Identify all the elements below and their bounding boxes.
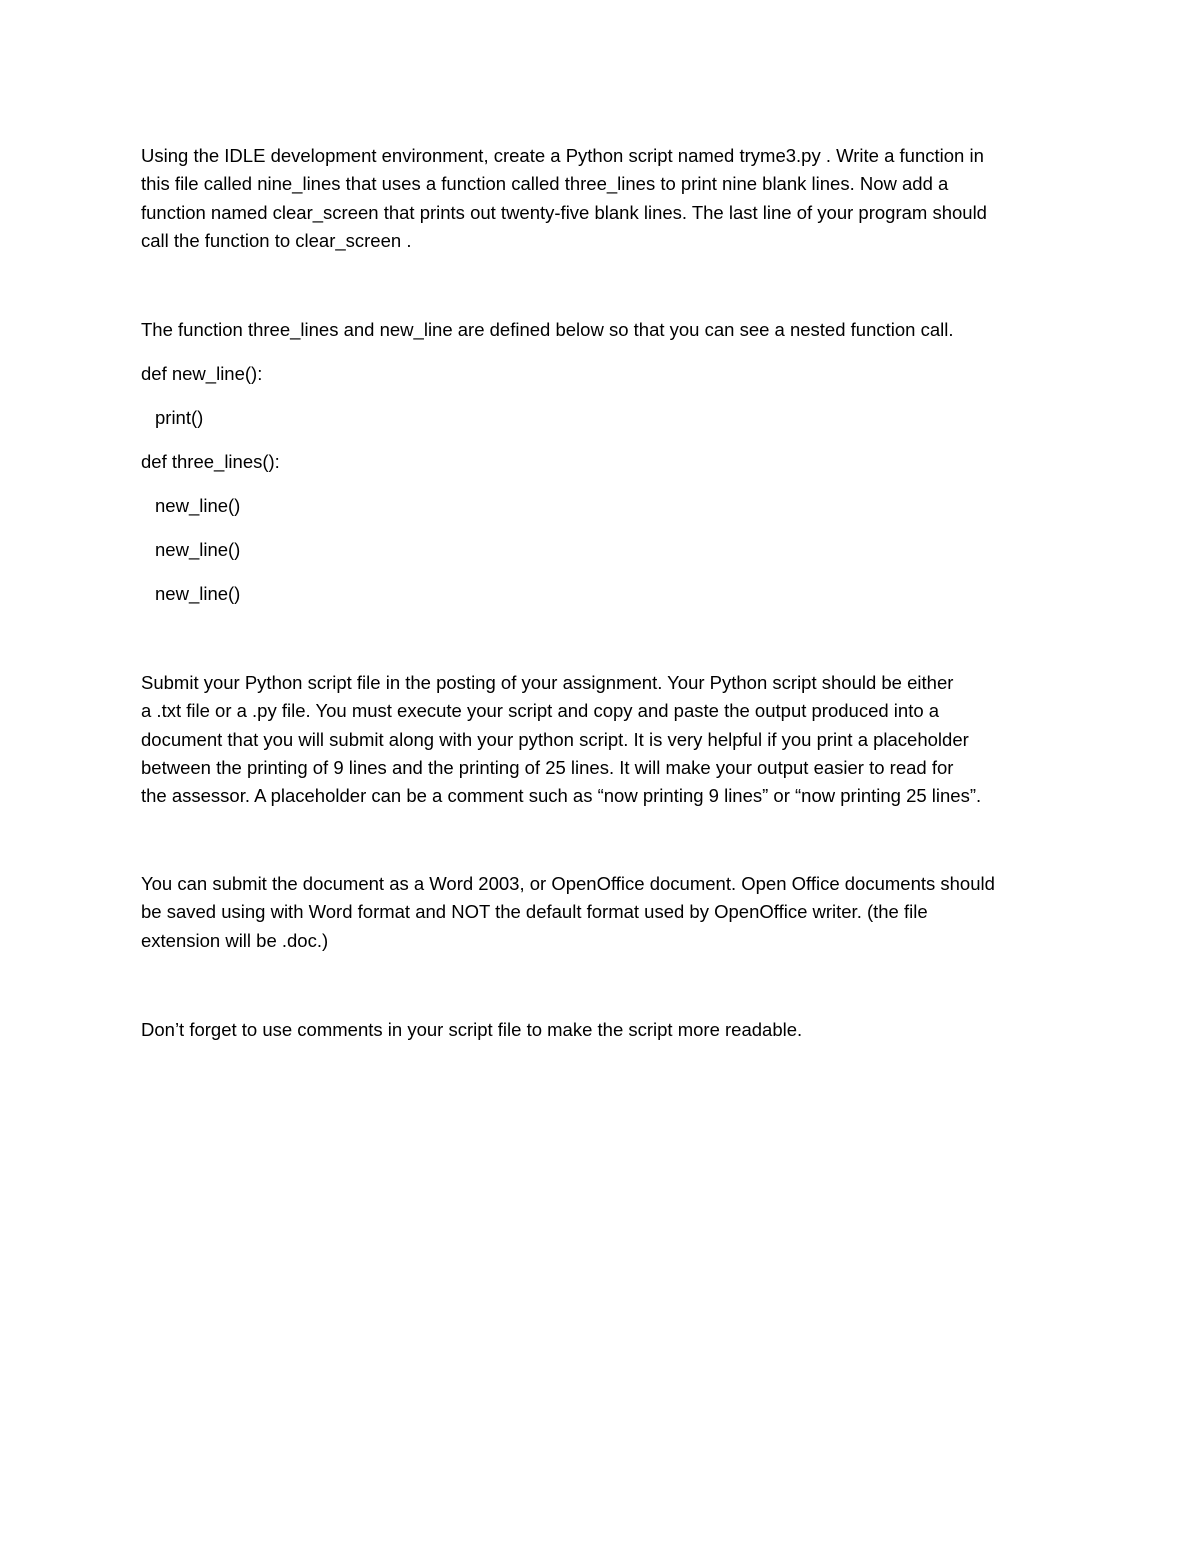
text-line: Don’t forget to use comments in your script file to make the script more readable.	[141, 1019, 803, 1040]
text-line: between the printing of 9 lines and the printing of 25 lines. It will make your output easier to read for	[141, 756, 954, 778]
text-line: be saved using with Word format and NOT the default format used by OpenOffice writer. (the file	[141, 901, 928, 923]
code-line-print: print()	[155, 407, 204, 428]
text-line: Submit your Python script file in the posting of your assignment. Your Python script should be either	[141, 672, 954, 693]
text-line: function named clear_screen that prints out twenty-five blank lines. The last line of your program should	[141, 201, 987, 223]
text-line: this file called nine_lines that uses a function called three_lines to print nine blank lines. Now add a	[141, 173, 949, 195]
code-line-new-line-call: new_line()	[155, 539, 241, 560]
text-line: extension will be .doc.)	[141, 929, 329, 951]
text-line: Using the IDLE development environment, create a Python script named tryme3.py . Write a function in	[141, 145, 984, 166]
text-line: a .txt file or a .py file. You must execute your script and copy and paste the output produced into a	[141, 700, 940, 722]
text-line: document that you will submit along with your python script. It is very helpful if you print a placeholder	[141, 728, 969, 750]
code-line-new-line-call: new_line()	[155, 495, 241, 516]
submission-instructions-paragraph	[141, 669, 981, 810]
document-format-paragraph	[141, 870, 995, 955]
code-line-def-new-line: def new_line():	[141, 363, 263, 384]
assignment-instructions-paragraph	[141, 142, 987, 255]
text-line: The function three_lines and new_line are defined below so that you can see a nested function call.	[141, 319, 954, 340]
code-line-def-three-lines: def three_lines():	[141, 451, 280, 472]
comments-reminder-paragraph	[141, 1016, 802, 1044]
text-line: the assessor. A placeholder can be a comment such as “now printing 9 lines” or “now printing 25 lines”.	[141, 785, 982, 807]
code-line-new-line-call: new_line()	[155, 583, 241, 604]
nested-call-intro-paragraph	[141, 316, 953, 344]
text-line: You can submit the document as a Word 2003, or OpenOffice document. Open Office documents should	[141, 873, 995, 894]
text-line: call the function to clear_screen .	[141, 229, 412, 251]
